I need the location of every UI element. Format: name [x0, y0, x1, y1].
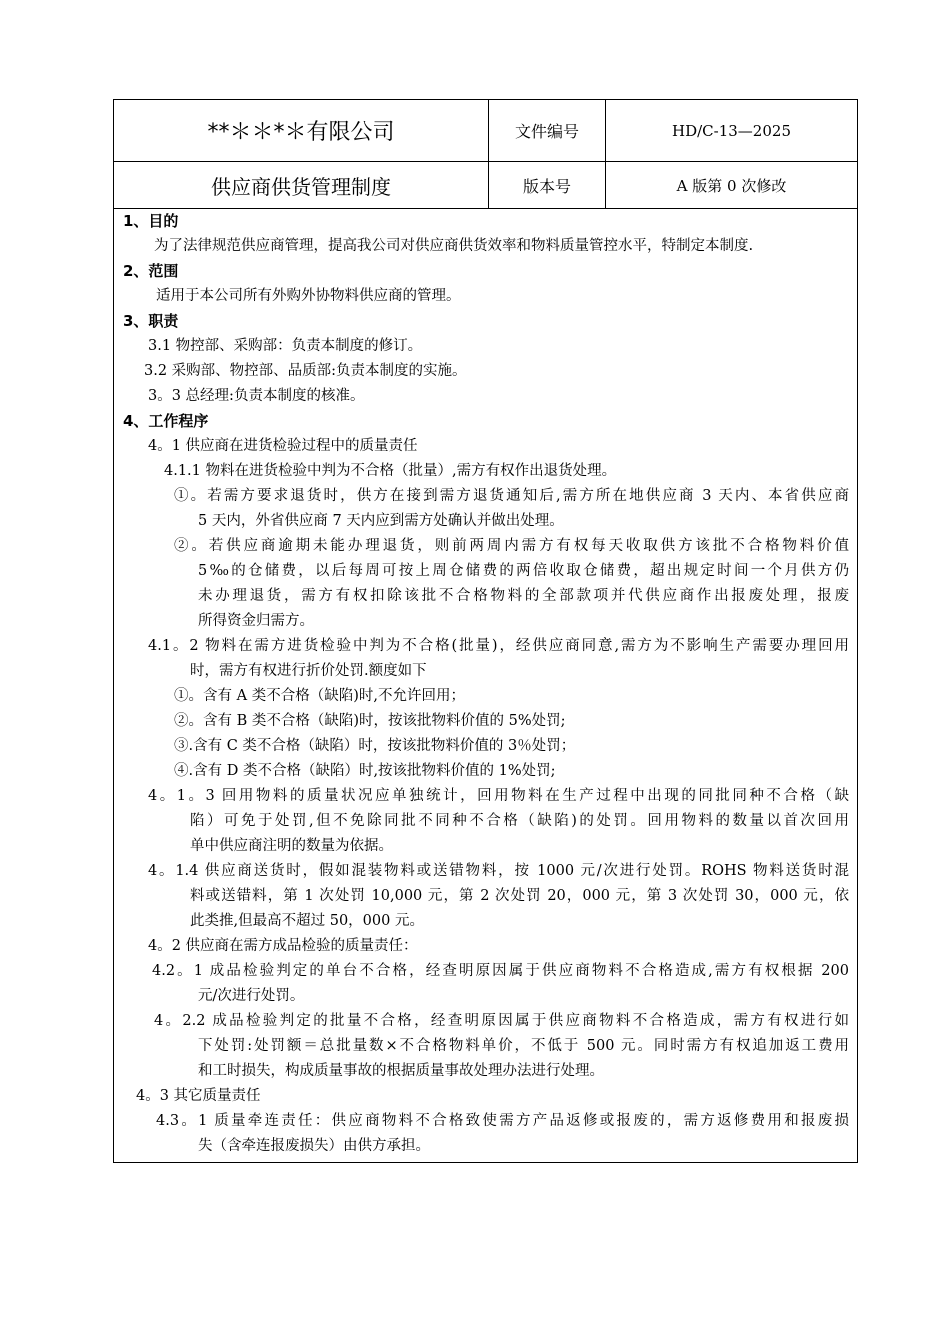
- text-line: ③.含有 C 类不合格（缺陷）时，按该批物料价值的 3％处罚；: [174, 738, 576, 754]
- text-line: ①。若需方要求退货时，供方在接到需方退货通知后,需方所在地供应商 3 天内、本省供应商: [174, 488, 849, 504]
- text-line: ①。含有 A 类不合格（缺陷)时,不允许回用；: [174, 688, 465, 704]
- text-line: 所得资金归需方。: [198, 613, 314, 629]
- text-line: 和工时损失，构成质量事故的根据质量事故处理办法进行处理。: [198, 1063, 604, 1079]
- text-line: 4.1.1 物料在进货检验中判为不合格（批量）,需方有权作出退货处理。: [164, 463, 617, 479]
- text-line: 此类推,但最高不超过 50，000 元。: [190, 913, 424, 929]
- text-line: 为了法律规范供应商管理，提高我公司对供应商供货效率和物料质量管控水平，特制定本制度.: [154, 238, 754, 254]
- text-line: ④.含有 D 类不合格（缺陷）时,按该批物料价值的 1%处罚;: [174, 763, 556, 779]
- text-line: 4。2.2 成品检验判定的批量不合格，经查明原因属于供应商物料不合格造成，需方有权进行如: [154, 1013, 849, 1029]
- text-line: 单中供应商注明的数量为依据。: [190, 838, 393, 854]
- doc-no-label-cell: [489, 100, 606, 161]
- text-line: 元/次进行处罚。: [198, 988, 305, 1004]
- section-heading: 3、职责: [123, 312, 179, 330]
- version: A 版第 0 次修改: [676, 176, 787, 195]
- company-name-cell: [114, 100, 489, 161]
- text-line: ②。含有 B 类不合格（缺陷)时，按该批物料价值的 5%处罚;: [174, 713, 566, 729]
- text-line: 4.3。1 质量牵连责任：供应商物料不合格致使需方产品返修或报废的，需方返修费用和报废损: [156, 1113, 849, 1129]
- text-line: 4。3 其它质量责任: [136, 1088, 261, 1104]
- text-line: 未办理退货，需方有权扣除该批不合格物料的全部款项并代供应商作出报废处理，报废: [198, 588, 849, 604]
- doc-no: HD/C-13—2025: [672, 121, 791, 140]
- header-row-2: [114, 162, 857, 209]
- text-line: 3.1 物控部、采购部：负责本制度的修订。: [148, 338, 423, 354]
- text-line: 下处罚:处罚额＝总批量数×不合格物料单价，不低于 500 元。同时需方有权追加返工费用: [198, 1038, 849, 1054]
- doc-title: 供应商供货管理制度: [211, 174, 391, 199]
- version-cell: [606, 162, 857, 208]
- text-line: 3。3 总经理:负责本制度的核准。: [148, 388, 365, 404]
- text-line: 陷）可免于处罚,但不免除同批不同种不合格（缺陷)的处罚。回用物料的数量以首次回用: [190, 813, 849, 829]
- text-line: 4.1。2 物料在需方进货检验中判为不合格(批量)，经供应商同意,需方为不影响生产需要办理回用: [148, 638, 849, 654]
- text-line: 3.2 采购部、物控部、品质部:负责本制度的实施。: [144, 363, 467, 379]
- version-label-cell: [489, 162, 606, 208]
- text-line: 4。1。3 回用物料的质量状况应单独统计，回用物料在生产过程中出现的同批同种不合格（缺: [148, 788, 849, 804]
- section-heading: 1、目的: [123, 212, 179, 230]
- text-line: 4。2 供应商在需方成品检验的质量责任：: [148, 938, 418, 954]
- text-line: 适用于本公司所有外购外协物料供应商的管理。: [156, 288, 461, 304]
- text-line: 4。1.4 供应商送货时，假如混装物料或送错物料，按 1000 元/次进行处罚。ROHS 物料送货时混: [148, 863, 849, 879]
- section-heading: 2、范围: [123, 262, 179, 280]
- text-line: 5‰的仓储费，以后每周可按上周仓储费的两倍收取仓储费，超出规定时间一个月供方仍: [198, 563, 849, 579]
- header-row-1: [114, 100, 857, 162]
- company-name: **＊＊*＊有限公司: [207, 120, 395, 145]
- document-frame: [113, 99, 858, 1163]
- text-line: 料或送错料，第 1 次处罚 10,000 元，第 2 次处罚 20，000 元，第 3 次处罚 30，000 元，依: [190, 888, 849, 904]
- text-line: 时，需方有权进行折价处罚.额度如下: [190, 663, 427, 679]
- version-label: 版本号: [522, 176, 571, 196]
- text-line: 4.2。1 成品检验判定的单台不合格，经查明原因属于供应商物料不合格造成,需方有权根据 200: [152, 963, 849, 979]
- text-line: ②。若供应商逾期未能办理退货，则前两周内需方有权每天收取供方该批不合格物料价值: [174, 538, 849, 554]
- doc-no-cell: [606, 100, 857, 161]
- doc-title-cell: [114, 162, 489, 208]
- text-line: 失（含牵连报废损失）由供方承担。: [198, 1138, 430, 1154]
- text-line: 4。1 供应商在进货检验过程中的质量责任: [148, 438, 418, 454]
- section-heading: 4、工作程序: [123, 412, 209, 430]
- doc-no-label: 文件编号: [514, 122, 579, 141]
- text-line: 5 天内，外省供应商 7 天内应到需方处确认并做出处理。: [198, 513, 564, 529]
